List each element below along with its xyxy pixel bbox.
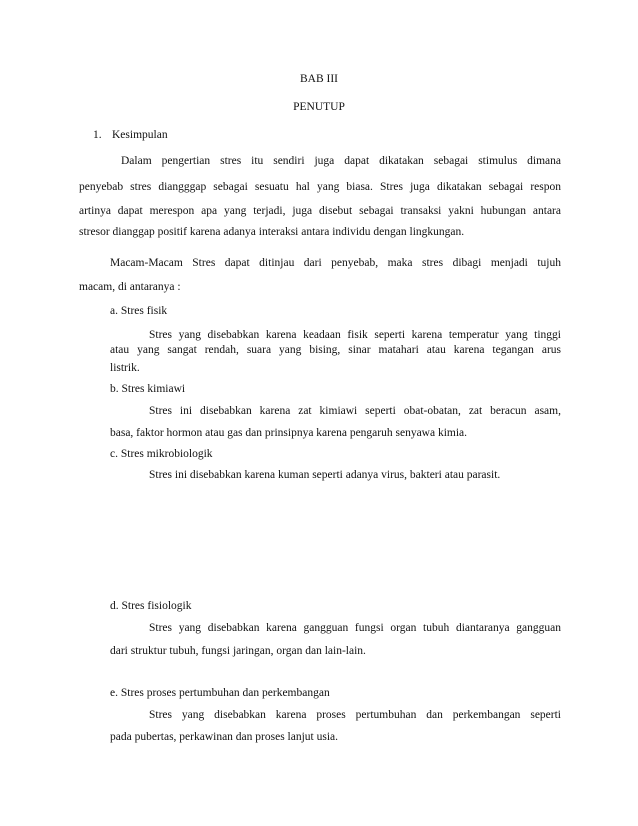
item-label: a. Stres fisik [110, 305, 168, 317]
chapter-heading: BAB III [299, 73, 338, 85]
item-label: e. Stres proses pertumbuhan dan perkembangan [110, 687, 330, 699]
paragraph-line: Dalam pengertian stres itu sendiri juga dapat dikatakan sebagai stimulus dimana [121, 155, 561, 167]
item-line: Stres yang disebabkan karena gangguan fungsi organ tubuh diantaranya gangguan [149, 622, 561, 634]
chapter-title: PENUTUP [293, 101, 345, 113]
item-line: Stres ini disebabkan karena zat kimiawi seperti obat-obatan, zat beracun asam, [149, 405, 561, 417]
item-label: c. Stres mikrobiologik [110, 448, 213, 460]
item-line: basa, faktor hormon atau gas dan prinsipnya karena pengaruh senyawa kimia. [110, 427, 468, 439]
item-line: dari struktur tubuh, fungsi jaringan, organ dan lain-lain. [110, 645, 366, 657]
item-line: pada pubertas, perkawinan dan proses lanjut usia. [110, 731, 339, 743]
paragraph-line: artinya dapat merespon apa yang terjadi, juga disebut sebagai transaksi yakni hubungan antara [79, 205, 561, 217]
paragraph-line: macam, di antaranya : [79, 281, 181, 293]
section-number: 1. [93, 129, 102, 141]
item-line: Stres yang disebabkan karena keadaan fisik seperti karena temperatur yang tinggi [149, 329, 561, 341]
item-line: Stres ini disebabkan karena kuman seperti adanya virus, bakteri atau parasit. [149, 469, 501, 481]
item-line: atau yang sangat rendah, suara yang bising, sinar matahari atau karena tegangan arus [110, 344, 561, 356]
item-line: listrik. [110, 362, 140, 374]
item-label: b. Stres kimiawi [110, 383, 186, 395]
item-line: Stres yang disebabkan karena proses pertumbuhan dan perkembangan seperti [149, 709, 561, 721]
paragraph-line: penyebab stres diangggap sebagai sesuatu hal yang biasa. Stres juga dikatakan sebagai respon [79, 181, 561, 193]
paragraph-line: Macam-Macam Stres dapat ditinjau dari penyebab, maka stres dibagi menjadi tujuh [110, 257, 561, 269]
paragraph-line: stresor dianggap positif karena adanya interaksi antara individu dengan lingkungan. [79, 226, 465, 238]
item-label: d. Stres fisiologik [110, 600, 192, 612]
section-title: Kesimpulan [112, 129, 168, 141]
